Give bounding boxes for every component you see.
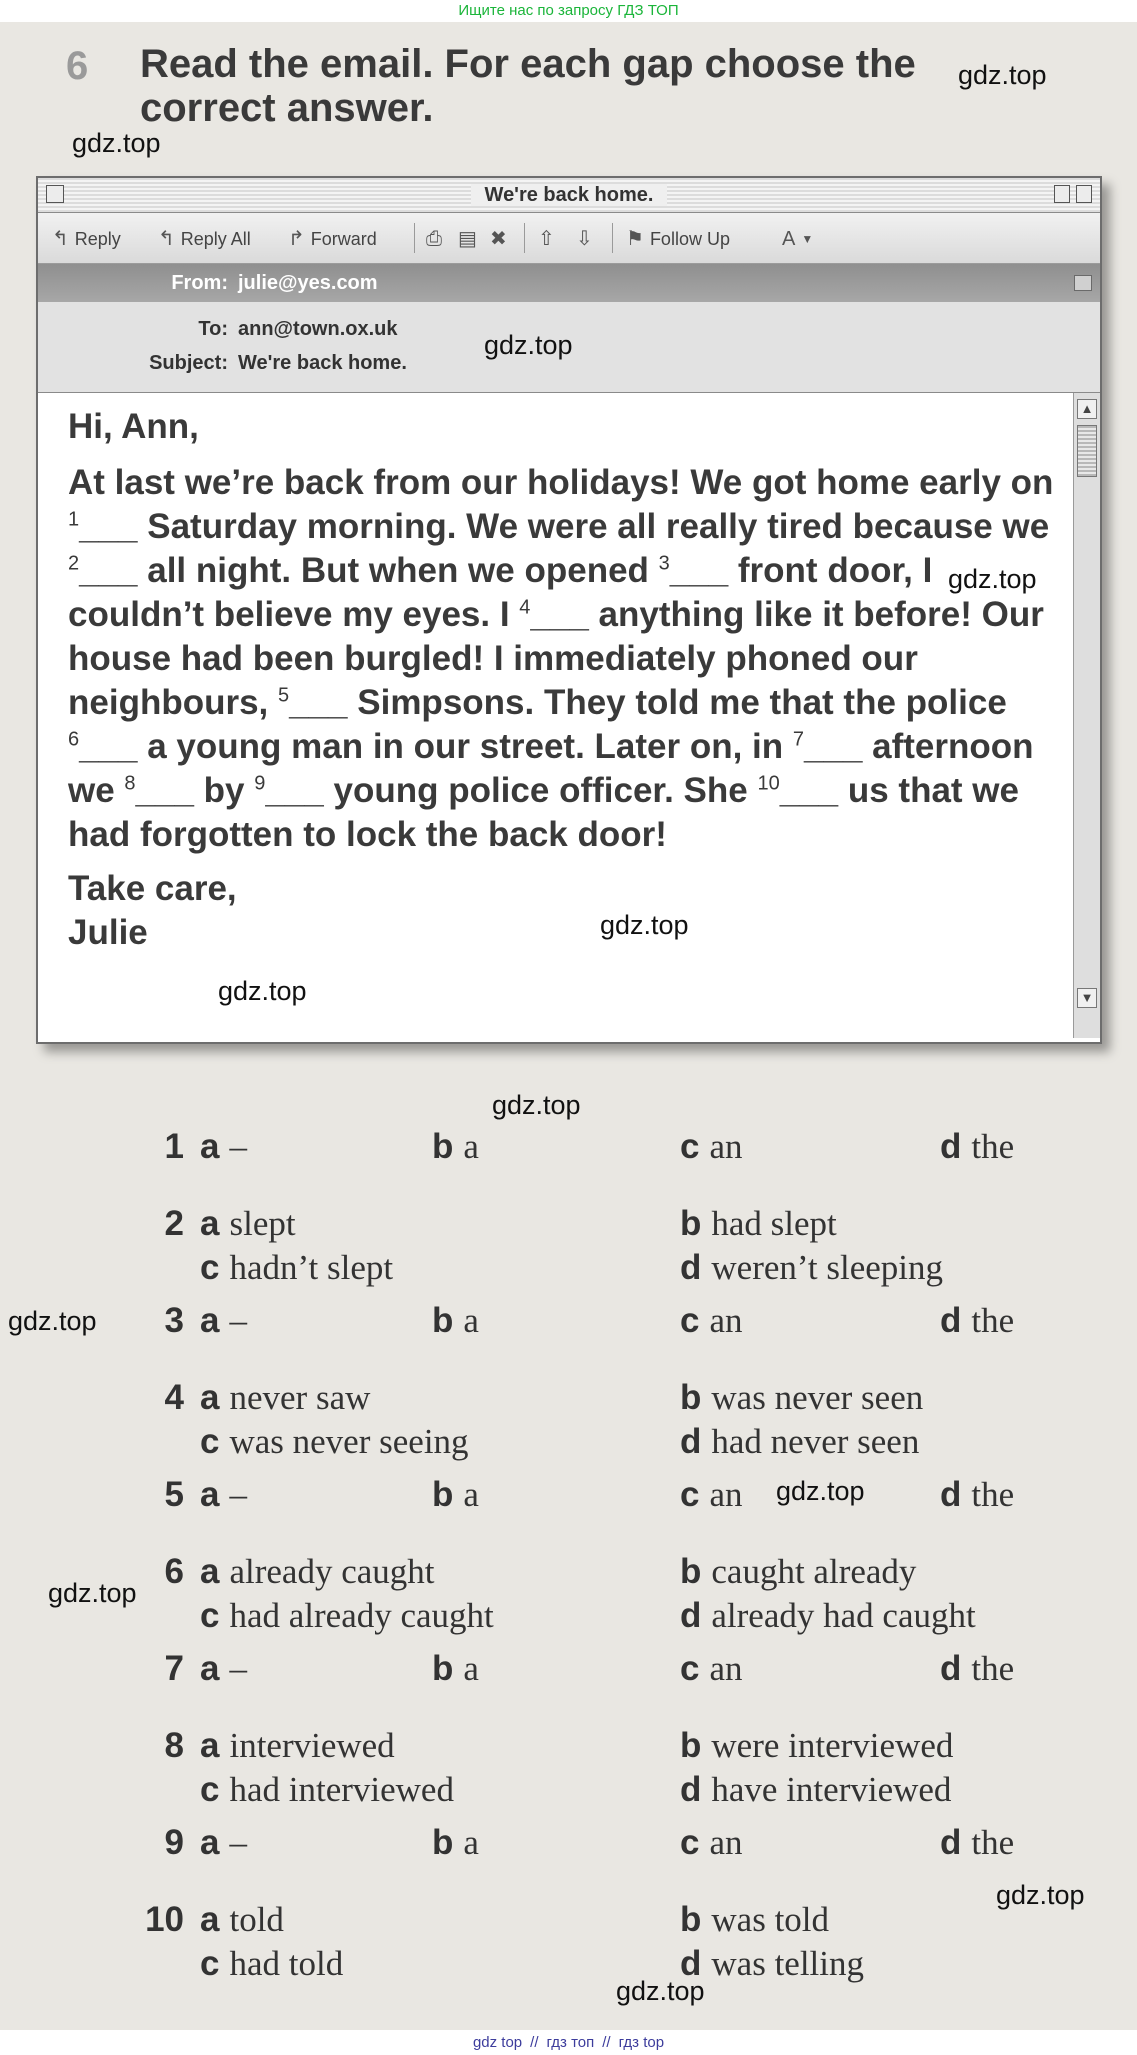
arrow-up-icon: ⇧	[538, 228, 555, 250]
previous-message-button[interactable]	[538, 227, 561, 251]
option-c[interactable]	[680, 1301, 743, 1341]
question-number: 2	[164, 1204, 184, 1243]
option-letter: d	[680, 1596, 702, 1635]
email-toolbar	[38, 213, 1100, 264]
option-text: already had caught	[711, 1596, 976, 1635]
option-letter: d	[680, 1422, 702, 1461]
email-text-segment: ___ anything like it before! Our house had been burgled! I immediately phoned our neighbours,	[68, 595, 1044, 722]
option-text: never saw	[229, 1378, 371, 1417]
question-number: 5	[164, 1475, 184, 1514]
email-body-text	[68, 461, 1068, 857]
option-letter: a	[200, 1204, 220, 1243]
option-b[interactable]	[432, 1301, 479, 1341]
reply-all-button[interactable]: ↰ Reply All	[158, 228, 251, 250]
question-number: 3	[164, 1301, 184, 1340]
email-text-segment: ___ Simpsons. They told me that the police	[289, 683, 1007, 722]
option-text: an	[709, 1127, 743, 1166]
option-c[interactable]	[680, 1823, 743, 1863]
option-letter: d	[940, 1127, 962, 1166]
file-icon: ▤	[458, 228, 477, 250]
option-text: a	[463, 1649, 479, 1688]
option-letter: a	[200, 1301, 220, 1340]
gap-number: 8	[124, 772, 136, 795]
option-d[interactable]	[940, 1649, 1014, 1689]
option-text: had slept	[711, 1204, 837, 1243]
gap-number: 3	[658, 552, 670, 575]
option-text: interviewed	[229, 1726, 395, 1765]
option-text: was told	[711, 1900, 830, 1939]
watermark: gdz.top	[776, 1476, 865, 1506]
option-d[interactable]	[680, 1248, 943, 1288]
watermark: gdz.top	[958, 60, 1047, 90]
toolbar-divider	[414, 223, 415, 253]
watermark: gdz.top	[616, 1976, 705, 2006]
font-a-icon: A	[782, 228, 796, 250]
option-a[interactable]	[200, 1552, 435, 1592]
option-b[interactable]	[680, 1204, 837, 1244]
file-button[interactable]	[458, 227, 483, 251]
watermark: gdz.top	[996, 1880, 1085, 1910]
option-b[interactable]	[680, 1378, 923, 1418]
option-letter: b	[680, 1204, 702, 1243]
option-b[interactable]	[680, 1552, 916, 1592]
option-a[interactable]	[200, 1127, 247, 1167]
option-d[interactable]	[680, 1596, 976, 1636]
email-text-segment: ___ young police officer. She	[265, 771, 758, 810]
option-letter: b	[680, 1378, 702, 1417]
task-title: Read the email. For each gap choose the correct answer.	[140, 42, 916, 130]
option-a[interactable]	[200, 1301, 247, 1341]
option-text: the	[971, 1127, 1015, 1166]
option-letter: b	[432, 1823, 454, 1862]
option-text: have interviewed	[711, 1770, 952, 1809]
email-text-segment: ___ all night. But when we opened	[79, 551, 659, 590]
bottom-link[interactable]: гдз топ	[546, 2034, 595, 2051]
option-text: –	[229, 1649, 247, 1688]
option-text: was telling	[711, 1944, 865, 1983]
option-text: told	[229, 1900, 284, 1939]
option-d[interactable]	[680, 1422, 919, 1462]
to-address[interactable]: ann@town.ox.uk	[238, 318, 398, 340]
email-body[interactable]	[38, 393, 1070, 1038]
option-a[interactable]	[200, 1204, 296, 1244]
option-text: already caught	[229, 1552, 435, 1591]
option-letter: d	[680, 1248, 702, 1287]
option-letter: c	[680, 1823, 700, 1862]
scroll-up-arrow-icon[interactable]: ▲	[1077, 399, 1097, 419]
option-d[interactable]	[680, 1770, 951, 1810]
option-b[interactable]	[432, 1823, 479, 1863]
option-a[interactable]	[200, 1378, 370, 1418]
question-number: 9	[164, 1823, 184, 1862]
option-letter: a	[200, 1823, 220, 1862]
watermark: gdz.top	[600, 910, 689, 940]
option-c[interactable]	[680, 1475, 743, 1515]
option-a[interactable]	[200, 1726, 395, 1766]
question-number: 1	[164, 1127, 184, 1166]
option-d[interactable]	[940, 1823, 1014, 1863]
option-letter: d	[940, 1475, 962, 1514]
option-c[interactable]	[200, 1770, 454, 1810]
option-text: hadn’t slept	[229, 1248, 394, 1287]
option-letter: b	[432, 1649, 454, 1688]
scroll-down-arrow-icon[interactable]: ▼	[1077, 988, 1097, 1008]
email-window	[36, 176, 1102, 1044]
email-signature: Julie	[68, 913, 148, 952]
watermark: gdz.top	[72, 128, 161, 158]
option-d[interactable]	[940, 1475, 1014, 1515]
option-text: a	[463, 1823, 479, 1862]
reply-arrow-icon: ↰	[52, 228, 69, 250]
delete-button[interactable]	[490, 227, 513, 251]
bottom-separator: //	[530, 2034, 539, 2051]
option-b[interactable]	[680, 1900, 829, 1940]
dropdown-arrow-icon: ▼	[801, 232, 814, 246]
bottom-banner[interactable]	[0, 2030, 1137, 2055]
watermark: gdz.top	[484, 330, 573, 360]
option-letter: a	[200, 1649, 220, 1688]
option-letter: c	[680, 1475, 700, 1514]
email-text-segment: ___ Saturday morning. We were all really tired because we	[79, 507, 1050, 546]
forward-arrow-icon: ↱	[288, 228, 305, 250]
email-closing: Take care,	[68, 869, 237, 908]
scroll-thumb[interactable]	[1077, 425, 1097, 477]
option-text: had already caught	[229, 1596, 494, 1635]
flag-icon: ⚑	[626, 228, 644, 250]
option-a[interactable]	[200, 1823, 247, 1863]
option-text: had never seen	[711, 1422, 920, 1461]
email-text-segment: ___ by	[135, 771, 255, 810]
option-b[interactable]	[432, 1127, 479, 1167]
option-letter: c	[680, 1649, 700, 1688]
gap-number: 7	[792, 728, 805, 751]
option-letter: a	[200, 1726, 220, 1765]
option-letter: d	[680, 1770, 702, 1809]
gap-number: 6	[68, 728, 80, 751]
from-label: From:	[171, 272, 228, 294]
subject-value: We're back home.	[238, 352, 407, 374]
question-number: 8	[164, 1726, 184, 1765]
option-c[interactable]	[200, 1422, 469, 1462]
option-letter: b	[432, 1127, 454, 1166]
from-header	[38, 264, 1100, 302]
header-toggle-icon[interactable]	[1074, 275, 1092, 291]
bottom-link[interactable]: gdz top	[472, 2034, 523, 2051]
option-letter: c	[200, 1596, 220, 1635]
option-letter: c	[200, 1770, 220, 1809]
option-b[interactable]	[432, 1475, 479, 1515]
subject-label: Subject:	[149, 352, 228, 374]
option-text: a	[463, 1301, 479, 1340]
from-address[interactable]: julie@yes.com	[238, 272, 378, 294]
email-text-segment: At last we’re back from our holidays! We got home early on	[68, 463, 1054, 502]
option-text: –	[229, 1301, 247, 1340]
option-letter: c	[200, 1422, 220, 1461]
gap-number: 1	[68, 508, 80, 531]
option-letter: d	[940, 1649, 962, 1688]
option-text: the	[971, 1475, 1015, 1514]
option-a[interactable]	[200, 1475, 247, 1515]
option-c[interactable]	[200, 1944, 343, 1984]
option-text: –	[229, 1823, 247, 1862]
option-c[interactable]	[200, 1596, 494, 1636]
arrow-down-icon: ⇩	[576, 228, 593, 250]
option-letter: b	[680, 1552, 702, 1591]
option-text: the	[971, 1649, 1015, 1688]
font-menu-button[interactable]	[782, 227, 819, 251]
option-text: weren’t sleeping	[711, 1248, 944, 1287]
option-letter: c	[200, 1248, 220, 1287]
option-text: a	[463, 1127, 479, 1166]
option-letter: b	[680, 1726, 702, 1765]
option-text: –	[229, 1127, 247, 1166]
option-text: an	[709, 1475, 743, 1514]
bottom-link[interactable]: гдз top	[618, 2034, 665, 2051]
delete-x-icon: ✖	[490, 228, 507, 250]
option-letter: a	[200, 1475, 220, 1514]
follow-up-button[interactable]: ⚑ Follow Up	[626, 228, 730, 250]
option-letter: c	[680, 1301, 700, 1340]
option-text: was never seeing	[229, 1422, 469, 1461]
watermark: gdz.top	[492, 1090, 581, 1120]
option-b[interactable]	[432, 1649, 479, 1689]
option-letter: a	[200, 1552, 220, 1591]
option-letter: a	[200, 1900, 220, 1939]
option-c[interactable]	[680, 1649, 743, 1689]
printer-icon: ⎙	[426, 228, 442, 250]
option-text: had told	[229, 1944, 344, 1983]
option-d[interactable]	[940, 1301, 1014, 1341]
option-text: the	[971, 1301, 1015, 1340]
to-label: To:	[198, 318, 228, 340]
option-d[interactable]	[940, 1127, 1014, 1167]
forward-button[interactable]: ↱ Forward	[288, 228, 377, 250]
top-banner-link[interactable]: Ищите нас по запросу ГДЗ ТОП	[0, 0, 1137, 22]
option-text: –	[229, 1475, 247, 1514]
option-letter: d	[940, 1823, 962, 1862]
option-text: had interviewed	[229, 1770, 454, 1809]
watermark: gdz.top	[8, 1306, 97, 1336]
option-a[interactable]	[200, 1649, 247, 1689]
gap-number: 5	[278, 684, 290, 707]
option-letter: a	[200, 1378, 220, 1417]
toolbar-divider	[524, 223, 525, 253]
gap-number: 2	[68, 552, 80, 575]
option-letter: c	[200, 1944, 220, 1983]
option-letter: b	[432, 1301, 454, 1340]
question-number: 6	[164, 1552, 184, 1591]
task-number: 6	[66, 44, 89, 88]
option-text: an	[709, 1301, 743, 1340]
watermark: gdz.top	[218, 976, 307, 1006]
zoom-box-icon[interactable]	[1054, 185, 1070, 203]
reply-all-arrow-icon: ↰	[158, 228, 175, 250]
option-letter: b	[432, 1475, 454, 1514]
bottom-separator: //	[602, 2034, 611, 2051]
reply-button[interactable]: ↰ Reply	[52, 228, 121, 250]
option-text: caught already	[711, 1552, 917, 1591]
window-title: We're back home.	[38, 178, 1100, 212]
email-scrollbar[interactable]	[1073, 393, 1100, 1038]
option-letter: b	[680, 1900, 702, 1939]
print-button[interactable]	[426, 227, 448, 251]
option-text: slept	[229, 1204, 296, 1243]
email-text-segment: ___ a young man in our street. Later on, in	[79, 727, 793, 766]
window-titlebar[interactable]	[38, 178, 1100, 213]
email-text-segment: ___ front door, I couldn’t believe my eyes. I	[68, 551, 933, 634]
question-number: 10	[145, 1900, 184, 1939]
option-text: an	[709, 1823, 743, 1862]
next-message-button[interactable]	[576, 227, 599, 251]
option-letter: c	[680, 1127, 700, 1166]
option-c[interactable]	[680, 1127, 743, 1167]
question-number: 7	[164, 1649, 184, 1688]
option-text: was never seen	[711, 1378, 924, 1417]
watermark: gdz.top	[48, 1578, 137, 1608]
email-text-segment: ___ afternoon we	[68, 727, 1034, 810]
option-a[interactable]	[200, 1900, 284, 1940]
gap-number: 4	[519, 596, 531, 619]
option-text: an	[709, 1649, 743, 1688]
option-letter: d	[940, 1301, 962, 1340]
option-letter: a	[200, 1127, 220, 1166]
option-d[interactable]	[680, 1944, 864, 1984]
toolbar-divider	[612, 223, 613, 253]
option-text: were interviewed	[711, 1726, 954, 1765]
option-text: the	[971, 1823, 1015, 1862]
gap-number: 10	[757, 772, 780, 795]
collapse-box-icon[interactable]	[1076, 185, 1092, 203]
option-text: a	[463, 1475, 479, 1514]
watermark: gdz.top	[948, 564, 1037, 594]
option-b[interactable]	[680, 1726, 953, 1766]
option-c[interactable]	[200, 1248, 393, 1288]
option-letter: d	[680, 1944, 702, 1983]
question-number: 4	[164, 1378, 184, 1417]
email-greeting: Hi, Ann,	[68, 407, 199, 446]
gap-number: 9	[254, 772, 266, 795]
email-text-segment: ___ us that we had forgotten to lock the back door!	[68, 771, 1019, 854]
